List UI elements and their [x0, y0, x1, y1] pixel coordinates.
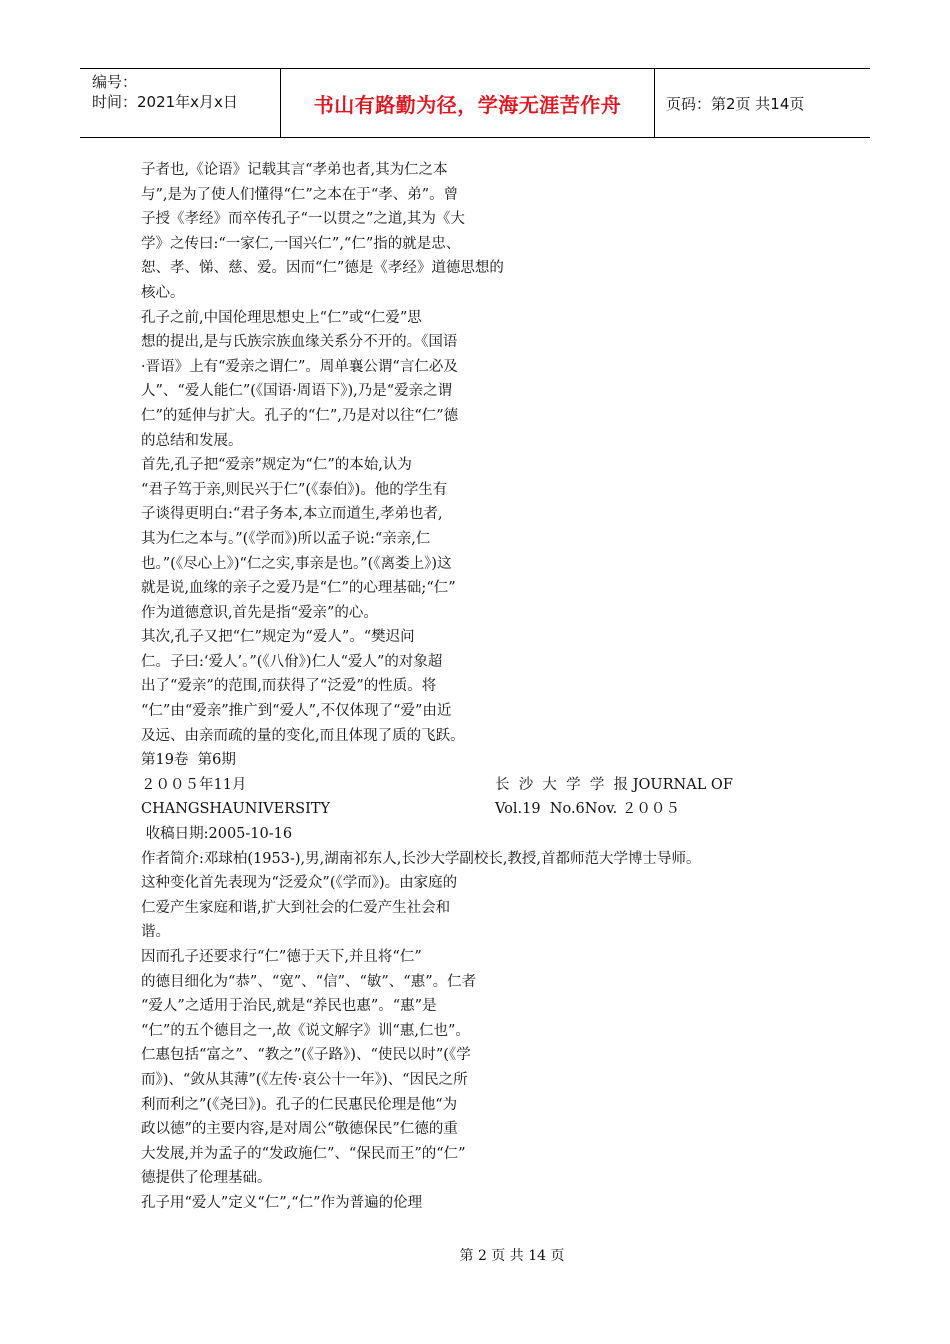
text-line: “君子笃于亲,则民兴于仁”(《泰伯》)。他的学生有 — [141, 481, 448, 498]
journal-date: ２００５年11月 — [141, 776, 247, 793]
header-motto-cell — [280, 69, 655, 137]
text-line: 仁爱产生家庭和谐,扩大到社会的仁爱产生社会和 — [141, 899, 451, 916]
journal-name: 长 沙 大 学 学 报 JOURNAL OF — [495, 776, 733, 793]
body-text — [141, 158, 821, 1216]
text-line: 也。”(《尽心上》)“仁之实,事亲是也。”(《离娄上》)这 — [141, 555, 452, 572]
header-page-cell — [655, 69, 870, 137]
motto: 书山有路勤为径，学海无涯苦作舟 — [313, 92, 622, 117]
text-line: 的德目细化为“恭”、“宽”、“信”、“敏”、“惠”。仁者 — [141, 973, 477, 990]
text-line: 仁”的延伸与扩大。孔子的“仁”,乃是对以往“仁”德 — [141, 407, 459, 424]
text-line: “仁”的五个德目之一,故《说文解字》训“惠,仁也”。 — [141, 1022, 470, 1039]
text-line: 学》之传曰:“一家仁,一国兴仁”,“仁”指的就是忠、 — [141, 235, 461, 252]
text-line: 孔子用“爱人”定义“仁”,“仁”作为普遍的伦理 — [141, 1194, 423, 1211]
text-line: 首先,孔子把“爱亲”规定为“仁”的本始,认为 — [141, 457, 412, 474]
text-line: “爱人”之适用于治民,就是“养民也惠”。“惠”是 — [141, 998, 437, 1015]
text-line: 而》)、“敛从其薄”(《左传·哀公十一年》)、“因民之所 — [141, 1071, 468, 1088]
text-line: 恕、孝、悌、慈、爱。因而“仁”德是《孝经》道德思想的 — [141, 260, 504, 277]
paragraph-7 — [141, 1191, 821, 1216]
text-line: 谐。 — [141, 924, 170, 941]
text-line: 大发展,并为孟子的“发政施仁”、“保民而王”的“仁” — [141, 1145, 466, 1162]
text-line: 政以德”的主要内容,是对周公“敬德保民”仁德的重 — [141, 1121, 458, 1138]
page-footer: 第 2 页 共 14 页 — [459, 1248, 565, 1264]
text-line: 人”、“爱人能仁”(《国语·周语下》),乃是“爱亲之谓 — [141, 383, 453, 400]
text-line: 德提供了伦理基础。 — [141, 1170, 272, 1187]
text-line: 子者也,《论语》记载其言“孝弟也者,其为仁之本 — [141, 162, 448, 178]
text-line: 仁。子曰:‘爱人’。”(《八佾》)仁人“爱人”的对象超 — [141, 653, 443, 670]
text-line: 这种变化首先表现为“泛爱众”(《学而》)。由家庭的 — [141, 875, 458, 892]
text-line: 出了“爱亲”的范围,而获得了“泛爱”的性质。将 — [141, 678, 437, 695]
journal-volume: 第19卷 第6期 — [141, 752, 236, 769]
text-line: “仁”由“爱亲”推广到“爱人”,不仅体现了“爱”由近 — [141, 703, 452, 720]
text-line: 的总结和发展。 — [141, 432, 243, 449]
paragraph-3 — [141, 453, 821, 625]
number-label: 编号： — [92, 73, 138, 91]
journal-name-en: CHANGSHAUNIVERSITY — [141, 801, 331, 818]
text-line: 子授《孝经》而卒传孔子“一以贯之”之道,其为《大 — [141, 211, 465, 228]
text-line: 子谈得更明白:“君子务本,本立而道生,孝弟也者, — [141, 506, 443, 523]
text-line: 与”,是为了使人们懂得“仁”之本在于“孝、弟”。曾 — [141, 186, 459, 203]
text-line: 仁惠包括“富之”、“教之”(《子路》)、“使民以时”(《学 — [141, 1047, 471, 1064]
text-line: 其次,孔子又把“仁”规定为“爱人”。“樊迟问 — [141, 629, 415, 646]
text-line: 孔子之前,中国伦理思想史上“仁”或“仁爱”思 — [141, 309, 422, 326]
text-line: 利而利之”(《尧曰》)。孔子的仁民惠民伦理是他“为 — [141, 1096, 458, 1113]
text-line: 想的提出,是与氏族宗族血缘关系分不开的。《国语 — [141, 334, 458, 351]
header-meta — [80, 69, 280, 137]
header-table — [80, 68, 870, 138]
text-line: 作为道德意识,首先是指“爱亲”的心。 — [141, 604, 378, 621]
text-line: 其为仁之本与。”(《学而》)所以孟子说:“亲亲,仁 — [141, 530, 431, 547]
author-bio: 作者简介:邓球柏(1953-),男,湖南祁东人,长沙大学副校长,教授,首都师范大学博士导师。 — [141, 850, 701, 867]
text-line: ·晋语》上有“爱亲之谓仁”。周单襄公谓“言仁必及 — [141, 358, 458, 375]
text-line: 因而孔子还要求行“仁”德于天下,并且将“仁” — [141, 949, 422, 965]
journal-info — [141, 748, 821, 871]
paragraph-4 — [141, 625, 821, 748]
text-line: 及远、由亲而疏的量的变化,而且体现了质的飞跃。 — [141, 727, 465, 744]
text-line: 核心。 — [141, 284, 185, 301]
paragraph-1 — [141, 158, 821, 306]
time-label: 时间：2021年x月x日 — [92, 93, 238, 111]
journal-row-1 — [141, 773, 821, 798]
text-line: 就是说,血缘的亲子之爱乃是“仁”的心理基础;“仁” — [141, 580, 456, 597]
page-label: 页码：第2页 共14页 — [666, 94, 805, 113]
journal-issue: Vol.19 No.6Nov. ２００５ — [495, 801, 680, 818]
paragraph-2 — [141, 306, 821, 454]
paragraph-6 — [141, 945, 821, 1191]
journal-row-2 — [141, 797, 821, 822]
paragraph-5 — [141, 871, 821, 945]
received-date: 收稿日期:2005-10-16 — [141, 826, 293, 843]
